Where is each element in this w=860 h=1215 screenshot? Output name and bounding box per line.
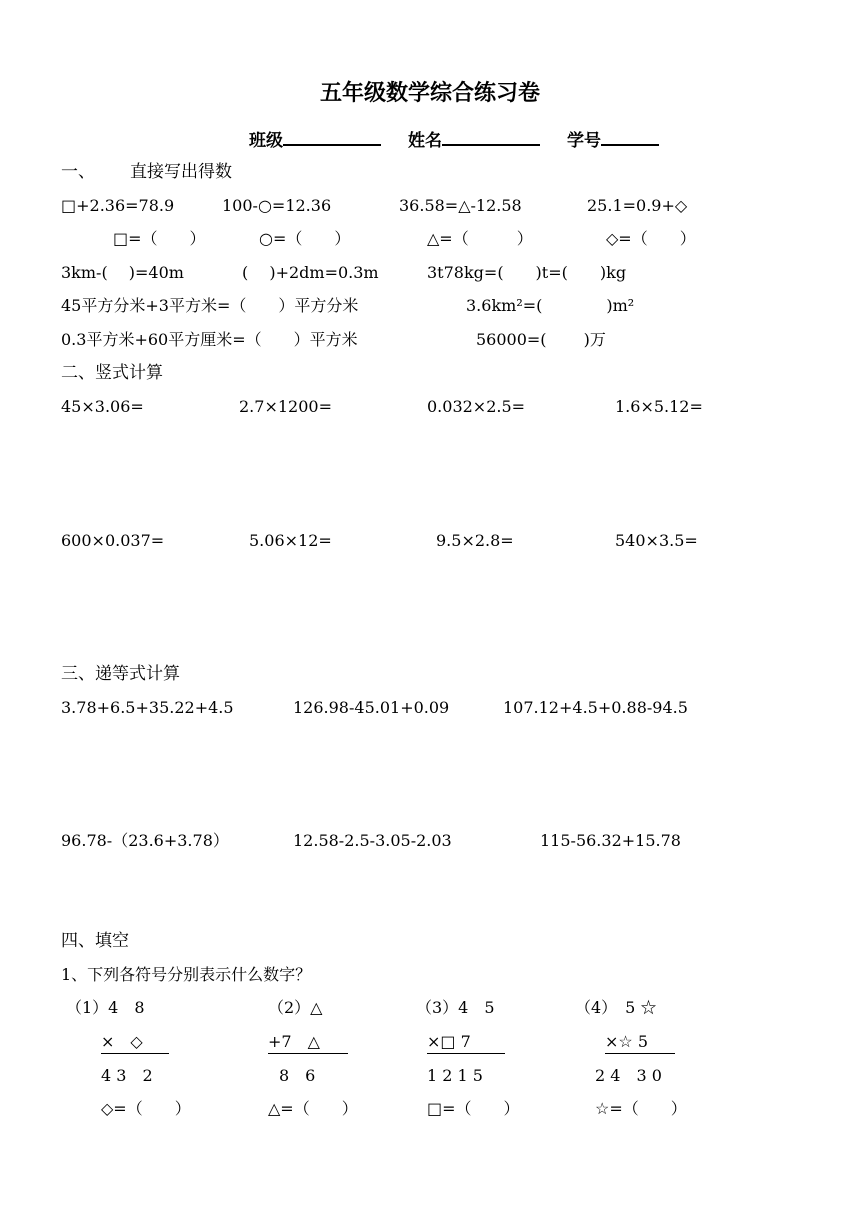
name-label: 姓名 xyxy=(408,131,442,151)
vertical-calc-1: 45×3.06= xyxy=(61,397,144,416)
eq-triangle: 36.58=△-12.58 xyxy=(399,196,522,215)
puzzle-1-operator: × ◇ xyxy=(101,1032,169,1054)
vertical-calc-5: 600×0.037= xyxy=(61,531,165,550)
id-field xyxy=(567,128,659,151)
conversion-km2-m2: 3.6km²=( )m² xyxy=(466,296,635,315)
section-3-heading: 三、递等式计算 xyxy=(61,664,180,684)
step-calc-6: 115-56.32+15.78 xyxy=(540,831,681,850)
puzzle-3-result: 1 2 1 5 xyxy=(427,1066,483,1085)
answer-square[interactable]: □=（ ） xyxy=(113,229,206,248)
vertical-calc-6: 5.06×12= xyxy=(249,531,332,550)
vertical-calc-2: 2.7×1200= xyxy=(239,397,332,416)
puzzle-3-label: （3）4 5 xyxy=(416,998,495,1017)
step-calc-2: 126.98-45.01+0.09 xyxy=(293,698,450,717)
name-field xyxy=(408,128,540,151)
name-blank[interactable] xyxy=(442,128,540,146)
puzzle-4-result: 2 4 3 0 xyxy=(595,1066,662,1085)
section-1-number: 一、 xyxy=(61,162,95,182)
class-blank[interactable] xyxy=(283,128,381,146)
section-4-heading: 四、填空 xyxy=(61,931,129,951)
eq-circle: 100-○=12.36 xyxy=(222,196,332,215)
vertical-calc-4: 1.6×5.12= xyxy=(615,397,703,416)
step-calc-4: 96.78-（23.6+3.78） xyxy=(61,831,229,850)
puzzle-1-label: （1）4 8 xyxy=(66,998,145,1017)
answer-circle[interactable]: ○=（ ） xyxy=(259,229,351,248)
puzzle-1-answer[interactable]: ◇=（ ） xyxy=(101,1099,191,1118)
id-blank[interactable] xyxy=(601,128,659,146)
vertical-calc-7: 9.5×2.8= xyxy=(436,531,514,550)
conversion-km-m: 3km-( )=40m xyxy=(61,263,184,282)
puzzle-4-answer[interactable]: ☆=（ ） xyxy=(595,1099,687,1118)
puzzle-2-operator: +7 △ xyxy=(268,1032,348,1054)
answer-diamond[interactable]: ◇=（ ） xyxy=(606,229,696,248)
class-label: 班级 xyxy=(249,131,283,151)
conversion-dm-m: ( )+2dm=0.3m xyxy=(242,263,379,282)
section-1-heading: 直接写出得数 xyxy=(130,162,232,182)
conversion-t-kg: 3t78kg=( )t=( )kg xyxy=(427,263,627,282)
conversion-wan: 56000=( )万 xyxy=(476,330,606,349)
question-1: 1、下列各符号分别表示什么数字？ xyxy=(61,965,312,984)
puzzle-2-label: （2）△ xyxy=(268,998,323,1017)
section-2-heading: 二、竖式计算 xyxy=(61,363,163,383)
step-calc-1: 3.78+6.5+35.22+4.5 xyxy=(61,698,234,717)
puzzle-1-result: 4 3 2 xyxy=(101,1066,153,1085)
conversion-area-dm2: 45平方分米+3平方米=（ ）平方分米 xyxy=(61,296,359,315)
id-label: 学号 xyxy=(567,131,601,151)
vertical-calc-3: 0.032×2.5= xyxy=(427,397,526,416)
eq-diamond: 25.1=0.9+◇ xyxy=(587,196,688,215)
page-title: 五年级数学综合练习卷 xyxy=(319,81,540,106)
step-calc-5: 12.58-2.5-3.05-2.03 xyxy=(293,831,452,850)
puzzle-2-answer[interactable]: △=（ ） xyxy=(268,1099,358,1118)
puzzle-4-operator: ×☆ 5 xyxy=(605,1032,675,1054)
puzzle-4-label: （4） 5 ☆ xyxy=(575,998,657,1017)
conversion-area-m2: 0.3平方米+60平方厘米=（ ）平方米 xyxy=(61,330,358,349)
class-field xyxy=(249,128,381,151)
vertical-calc-8: 540×3.5= xyxy=(615,531,698,550)
puzzle-3-answer[interactable]: □=（ ） xyxy=(427,1099,520,1118)
puzzle-3-operator: ×□ 7 xyxy=(427,1032,505,1054)
answer-triangle[interactable]: △=（ ） xyxy=(427,229,533,248)
step-calc-3: 107.12+4.5+0.88-94.5 xyxy=(503,698,688,717)
puzzle-2-result: 8 6 xyxy=(279,1066,316,1085)
eq-square: □+2.36=78.9 xyxy=(61,196,175,215)
